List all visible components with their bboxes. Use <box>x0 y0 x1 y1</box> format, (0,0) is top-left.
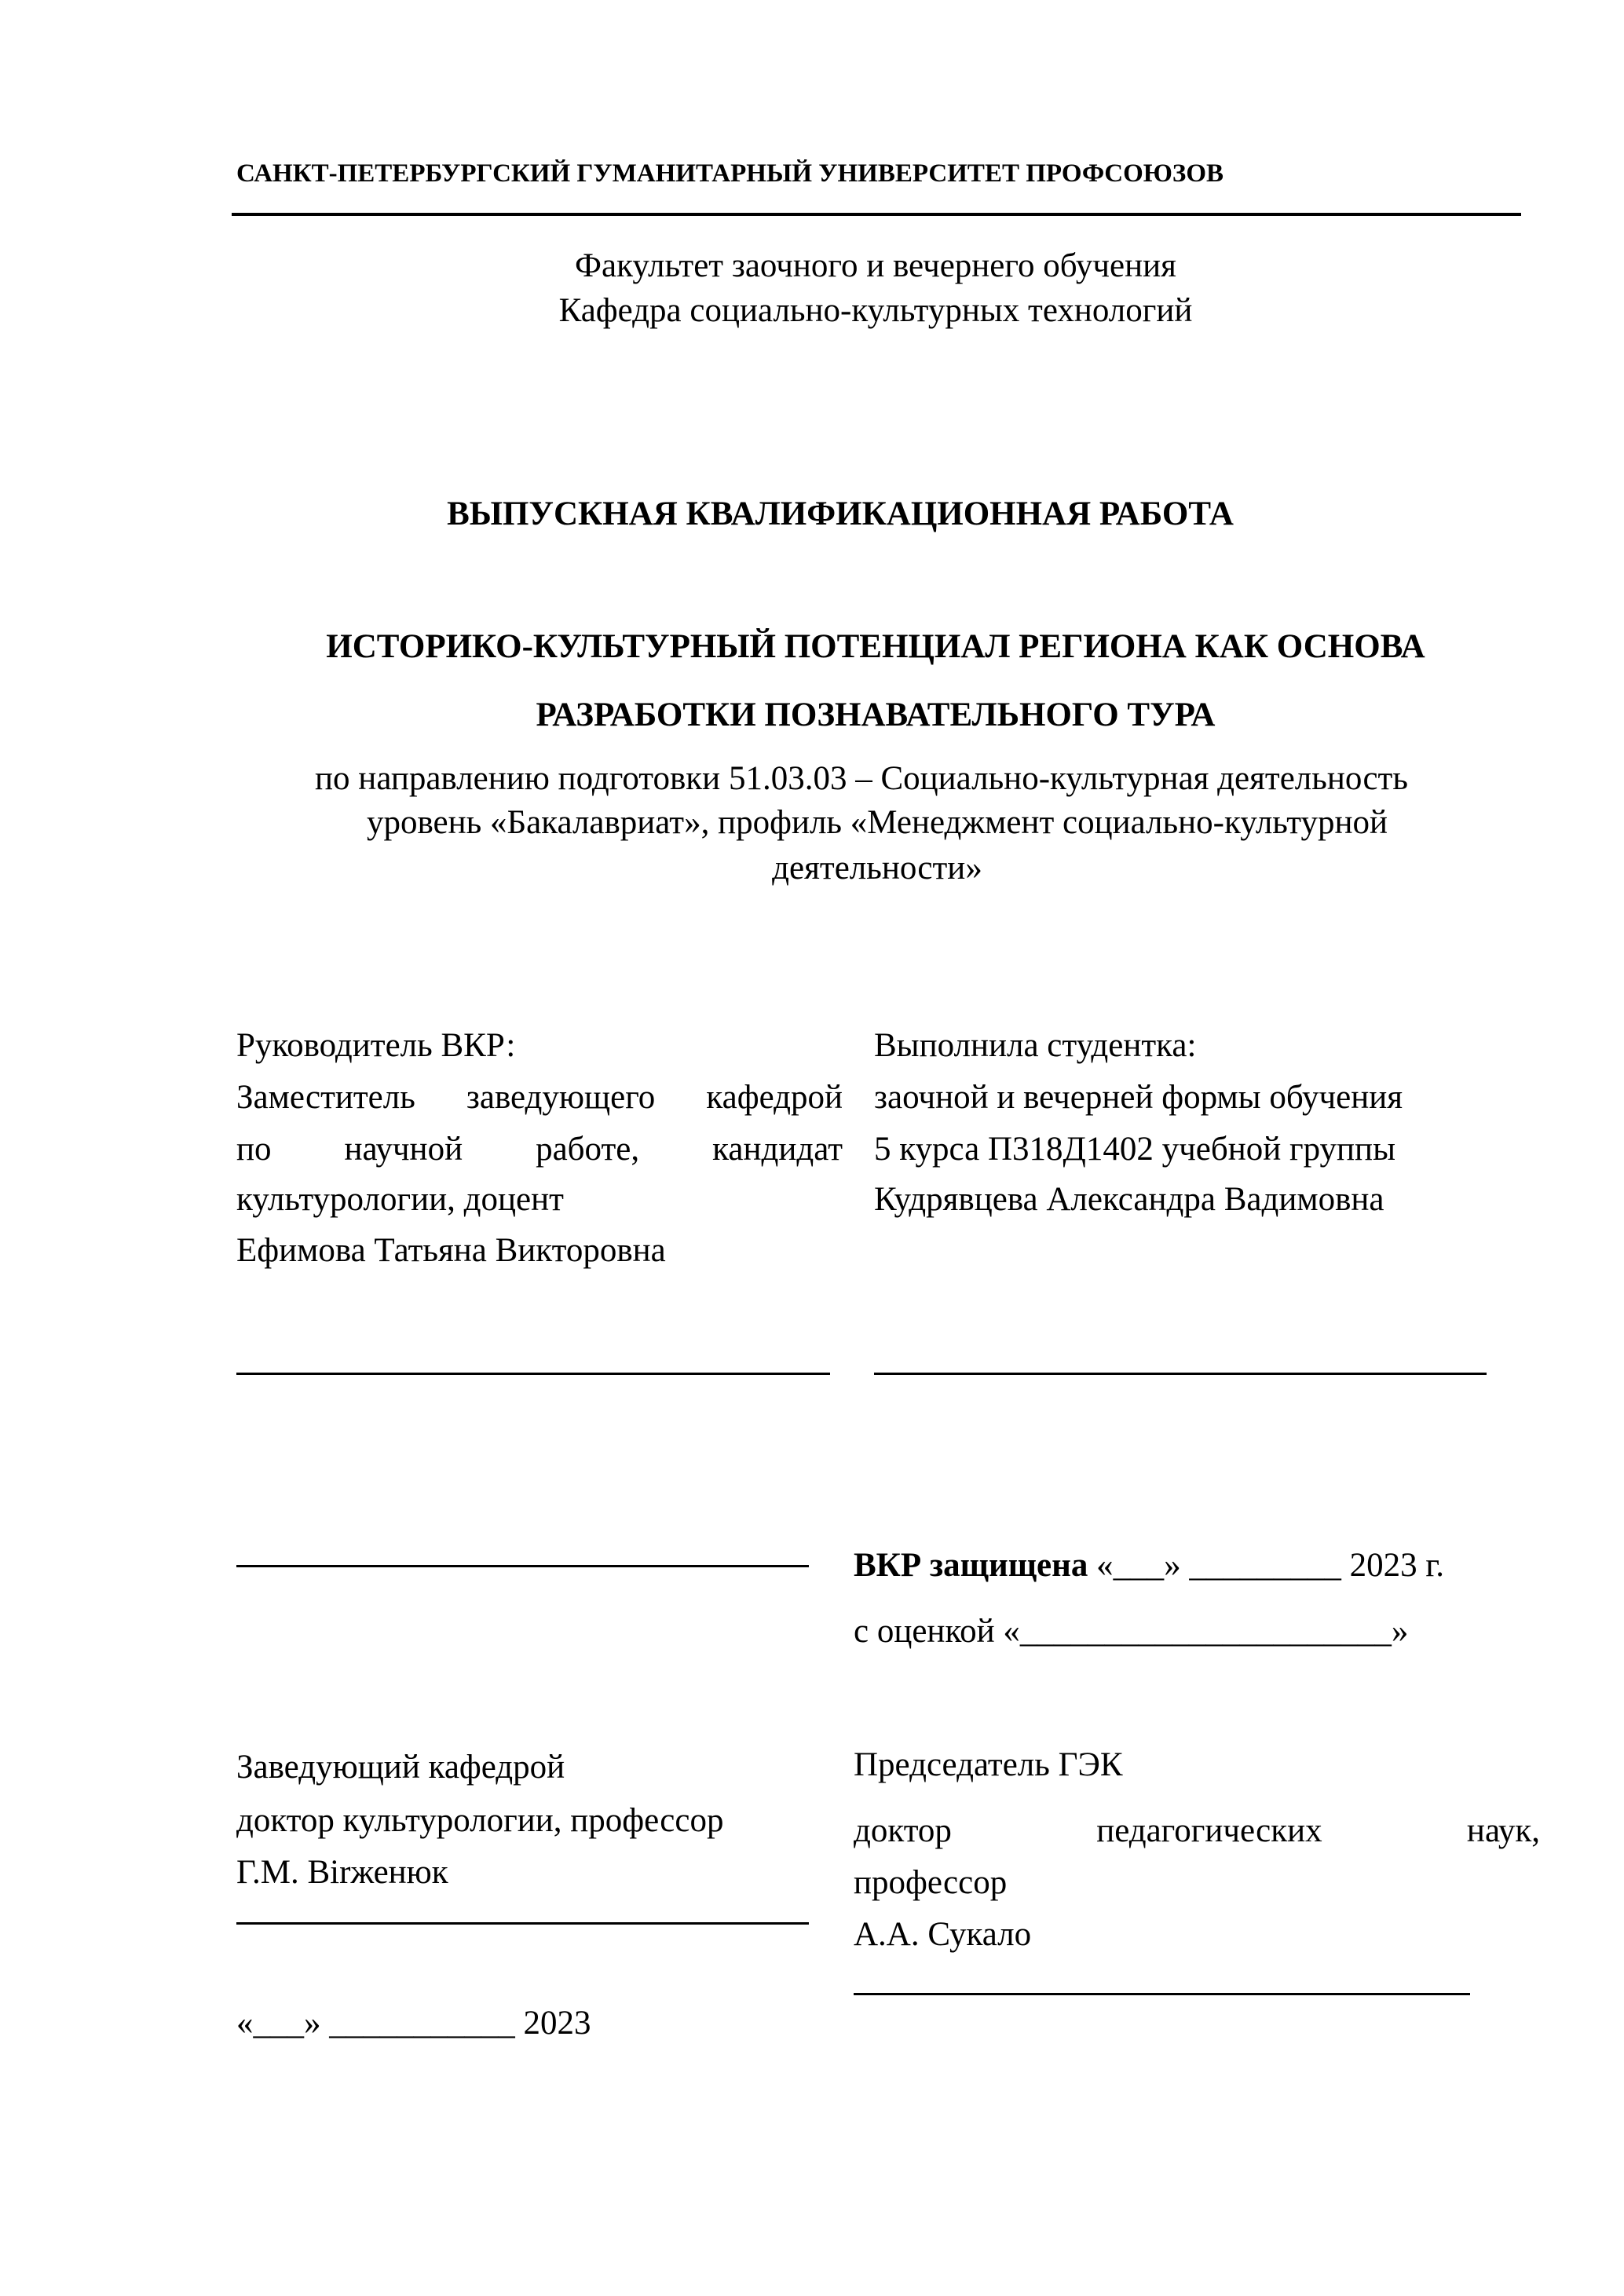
student-form: заочной и вечерней формы обучения <box>874 1079 1403 1116</box>
direction-line-2: уровень «Бакалавриат», профиль «Менеджмент социально-культурной <box>366 804 1388 841</box>
supervisor-position-1: Заместитель заведующего кафедрой <box>236 1079 843 1116</box>
student-group: 5 курса П318Д1402 учебной группы <box>874 1131 1395 1168</box>
chairman-degree: доктор педагогических наук, <box>854 1812 1540 1849</box>
title-line-1: ИСТОРИКО-КУЛЬТУРНЫЙ ПОТЕНЦИАЛ РЕГИОНА КАК ОСНОВА <box>326 628 1425 665</box>
head-title: Заведующий кафедрой <box>236 1749 565 1786</box>
direction-line-1: по направлению подготовки 51.03.03 – Социально-культурная деятельность <box>315 760 1408 797</box>
chairman-signature-line <box>854 1993 1470 1995</box>
chairman-rank: профессор <box>854 1864 1008 1901</box>
head-name: Г.М. Birженюк <box>236 1854 448 1891</box>
admission-signature-line <box>236 1565 809 1567</box>
head-degree: доктор культурологии, профессор <box>236 1802 724 1839</box>
supervisor-name: Ефимова Татьяна Викторовна <box>236 1232 666 1269</box>
header-rule <box>232 213 1521 216</box>
defense-date: «___» _________ 2023 г. <box>1088 1547 1444 1584</box>
defense-line <box>854 1548 1444 1582</box>
chairman-label: Председатель ГЭК <box>854 1746 1123 1783</box>
title-line-2: РАЗРАБОТКИ ПОЗНАВАТЕЛЬНОГО ТУРА <box>536 696 1216 733</box>
head-date: «___» ___________ 2023 <box>236 2005 591 2042</box>
student-signature-line <box>874 1373 1487 1375</box>
supervisor-label: Руководитель ВКР: <box>236 1027 516 1064</box>
supervisor-signature-line <box>236 1373 830 1375</box>
direction-line-3: деятельности» <box>772 850 982 887</box>
defense-grade: с оценкой «______________________» <box>854 1613 1409 1650</box>
student-name: Кудрявцева Александра Вадимовна <box>874 1181 1384 1218</box>
faculty: Факультет заочного и вечернего обучения <box>575 247 1176 284</box>
head-signature-line <box>236 1922 809 1925</box>
student-label: Выполнила студентка: <box>874 1027 1197 1064</box>
university-name: САНКТ-ПЕТЕРБУРГСКИЙ ГУМАНИТАРНЫЙ УНИВЕРСИТЕТ ПРОФСОЮЗОВ <box>236 159 1224 188</box>
defense-label: ВКР защищена <box>854 1547 1088 1584</box>
supervisor-position-2: по научной работе, кандидат <box>236 1131 843 1168</box>
department: Кафедра социально-культурных технологий <box>558 292 1193 329</box>
chairman-name: А.А. Сукало <box>854 1916 1032 1953</box>
work-type: ВЫПУСКНАЯ КВАЛИФИКАЦИОННАЯ РАБОТА <box>447 495 1234 532</box>
supervisor-position-3: культурологии, доцент <box>236 1181 564 1218</box>
